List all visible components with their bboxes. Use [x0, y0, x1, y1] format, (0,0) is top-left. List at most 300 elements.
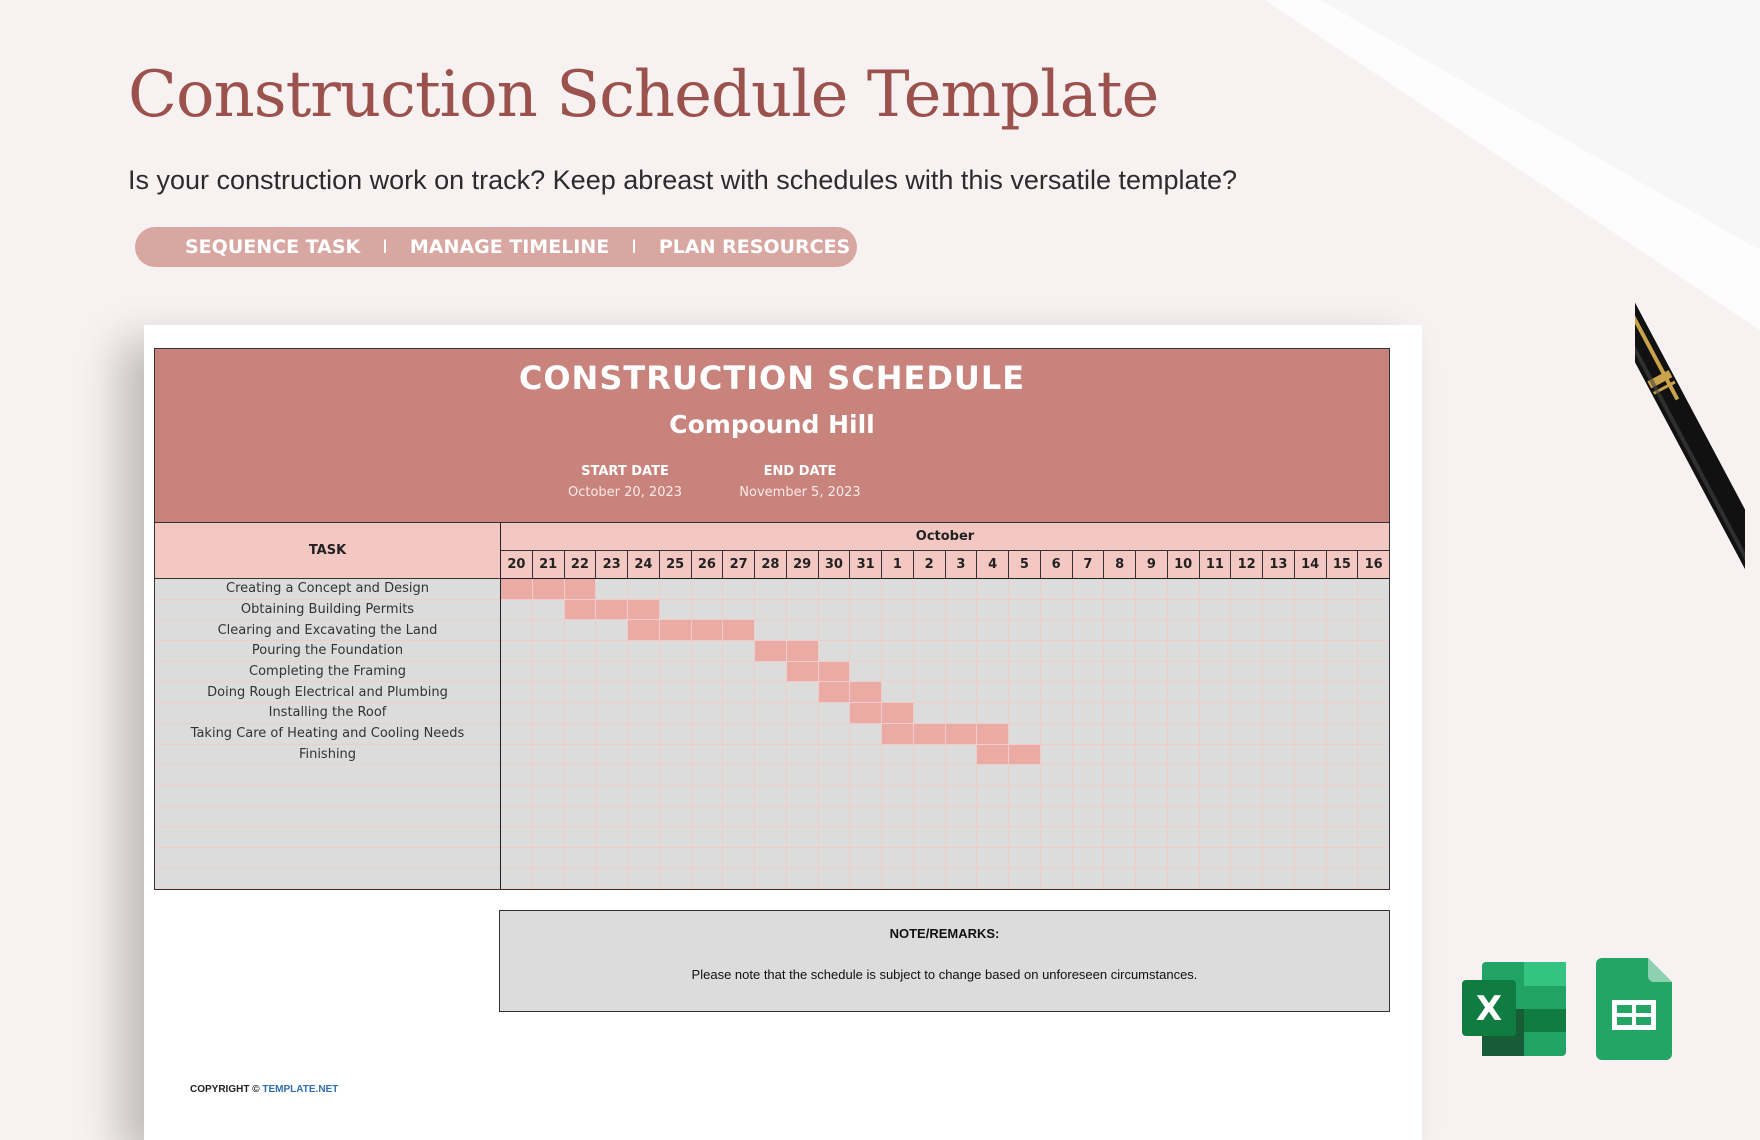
timeline-cell: [660, 745, 692, 765]
timeline-cell: [946, 620, 978, 640]
timeline-cell: [1327, 682, 1359, 702]
task-row: [155, 827, 500, 848]
timeline-cell: [1358, 682, 1389, 702]
month-header: October: [501, 523, 1389, 551]
task-row: Finishing: [155, 745, 500, 766]
day-header-cell: 23: [596, 551, 628, 578]
timeline-cell: [1327, 827, 1359, 847]
day-header-cell: 10: [1168, 551, 1200, 578]
day-header-cell: 26: [692, 551, 724, 578]
timeline-cell: [1358, 703, 1389, 723]
timeline-cell: [1327, 620, 1359, 640]
timeline-cell: [1327, 745, 1359, 765]
timeline-cell: [1073, 703, 1105, 723]
timeline-cell: [946, 579, 978, 599]
timeline-cell: [1200, 724, 1232, 744]
timeline-cell: [1327, 869, 1359, 889]
timeline-cell: [533, 807, 565, 827]
timeline-cell: [755, 682, 787, 702]
timeline-row: [501, 786, 1389, 807]
timeline-cell: [755, 724, 787, 744]
timeline-cell: [946, 848, 978, 868]
timeline-cell: [819, 807, 851, 827]
timeline-cell: [1327, 579, 1359, 599]
timeline-row: [501, 682, 1389, 703]
timeline-cell: [596, 765, 628, 785]
timeline-cell: [946, 662, 978, 682]
timeline-cell: [914, 869, 946, 889]
timeline-cell: [660, 848, 692, 868]
timeline-cell: [565, 807, 597, 827]
day-header-cell: 6: [1041, 551, 1073, 578]
timeline-cell: [1104, 827, 1136, 847]
timeline-cell: [1231, 765, 1263, 785]
timeline-cell: [819, 600, 851, 620]
timeline-cell: [1358, 807, 1389, 827]
timeline-cell: [1136, 641, 1168, 661]
tag-manage-timeline: MANAGE TIMELINE: [409, 236, 610, 258]
timeline-cell: [596, 807, 628, 827]
timeline-cell: [1073, 682, 1105, 702]
timeline-cell: [1104, 600, 1136, 620]
timeline-cell: [1104, 703, 1136, 723]
timeline-cell: [628, 682, 660, 702]
timeline-row: [501, 848, 1389, 869]
timeline-cell: [596, 579, 628, 599]
timeline-cell: [1136, 579, 1168, 599]
timeline-cell: [692, 724, 724, 744]
timeline-cell: [660, 724, 692, 744]
timeline-cell: [1327, 724, 1359, 744]
day-header-cell: 4: [977, 551, 1009, 578]
timeline-cell: [1136, 827, 1168, 847]
timeline-cell: [755, 745, 787, 765]
timeline-cell: [1073, 620, 1105, 640]
timeline-cell: [1295, 745, 1327, 765]
timeline-cell: [1200, 579, 1232, 599]
timeline-cell: [977, 807, 1009, 827]
timeline-cell: [628, 745, 660, 765]
timeline-cell: [1073, 765, 1105, 785]
page-title: Construction Schedule Template: [128, 58, 1159, 132]
timeline-cell: [660, 579, 692, 599]
gantt-bar-cell: [501, 579, 533, 599]
timeline-cell: [977, 786, 1009, 806]
timeline-cell: [1263, 641, 1295, 661]
timeline-cell: [1073, 662, 1105, 682]
timeline-cell: [882, 765, 914, 785]
day-header-cell: 24: [628, 551, 660, 578]
timeline-cell: [596, 662, 628, 682]
timeline-cell: [755, 600, 787, 620]
day-header-cell: 21: [533, 551, 565, 578]
day-header-cell: 14: [1295, 551, 1327, 578]
timeline-cell: [850, 662, 882, 682]
timeline-cell: [1009, 869, 1041, 889]
timeline-cell: [1263, 827, 1295, 847]
timeline-cell: [1263, 620, 1295, 640]
timeline-cell: [723, 662, 755, 682]
timeline-cell: [1073, 848, 1105, 868]
timeline-cell: [660, 641, 692, 661]
timeline-cell: [1009, 641, 1041, 661]
timeline-cell: [1231, 703, 1263, 723]
timeline-cell: [1168, 827, 1200, 847]
timeline-cell: [565, 641, 597, 661]
timeline-row: [501, 641, 1389, 662]
timeline-cell: [723, 641, 755, 661]
timeline-cell: [628, 765, 660, 785]
timeline-cell: [882, 848, 914, 868]
gantt-bar-cell: [850, 682, 882, 702]
timeline-cell: [914, 600, 946, 620]
template-preview: [144, 325, 1422, 1140]
timeline-cell: [628, 848, 660, 868]
timeline-cell: [1104, 869, 1136, 889]
timeline-cell: [787, 848, 819, 868]
timeline-cell: [1009, 807, 1041, 827]
timeline-cell: [1168, 641, 1200, 661]
timeline-cell: [946, 786, 978, 806]
timeline-cell: [787, 620, 819, 640]
timeline-cell: [850, 745, 882, 765]
timeline-cell: [1041, 600, 1073, 620]
timeline-cell: [565, 620, 597, 640]
timeline-cell: [1168, 620, 1200, 640]
timeline-cell: [533, 848, 565, 868]
timeline-row: [501, 765, 1389, 786]
timeline-cell: [1104, 682, 1136, 702]
timeline-cell: [1231, 641, 1263, 661]
timeline-cell: [565, 703, 597, 723]
timeline-cell: [533, 682, 565, 702]
timeline-cell: [787, 682, 819, 702]
timeline-cell: [819, 848, 851, 868]
timeline-cell: [977, 641, 1009, 661]
timeline-cell: [628, 703, 660, 723]
timeline-cell: [755, 765, 787, 785]
timeline-cell: [565, 724, 597, 744]
timeline-cell: [755, 579, 787, 599]
timeline-cell: [1168, 579, 1200, 599]
timeline-row: [501, 807, 1389, 828]
day-header-cell: 27: [723, 551, 755, 578]
timeline-row: [501, 869, 1389, 890]
timeline-cell: [977, 662, 1009, 682]
timeline-cell: [501, 827, 533, 847]
gantt-bar-cell: [565, 579, 597, 599]
timeline-cell: [1073, 641, 1105, 661]
timeline-cell: [1295, 869, 1327, 889]
timeline-cell: [1104, 807, 1136, 827]
day-header-cell: 15: [1327, 551, 1359, 578]
timeline-cell: [1041, 827, 1073, 847]
timeline-cell: [501, 641, 533, 661]
timeline-cell: [628, 724, 660, 744]
day-header-cell: 12: [1231, 551, 1263, 578]
timeline-cell: [628, 827, 660, 847]
timeline-cell: [850, 827, 882, 847]
timeline-cell: [1231, 662, 1263, 682]
timeline-cell: [596, 724, 628, 744]
timeline-cell: [1358, 724, 1389, 744]
timeline-cell: [628, 662, 660, 682]
timeline-cell: [1327, 765, 1359, 785]
timeline-cell: [882, 641, 914, 661]
gantt-bar-cell: [596, 600, 628, 620]
timeline-cell: [1104, 662, 1136, 682]
timeline-cell: [660, 662, 692, 682]
timeline-cell: [1041, 703, 1073, 723]
timeline-cell: [723, 848, 755, 868]
day-header-cell: 2: [914, 551, 946, 578]
task-header: TASK: [155, 523, 500, 579]
timeline-cell: [628, 786, 660, 806]
timeline-cell: [850, 765, 882, 785]
timeline-cell: [946, 600, 978, 620]
timeline-cell: [914, 620, 946, 640]
timeline-cell: [914, 848, 946, 868]
timeline-cell: [1073, 579, 1105, 599]
timeline-cell: [914, 641, 946, 661]
timeline-cell: [1263, 662, 1295, 682]
task-row: Pouring the Foundation: [155, 641, 500, 662]
timeline-cell: [1009, 827, 1041, 847]
timeline-cell: [819, 869, 851, 889]
timeline-cell: [1231, 579, 1263, 599]
timeline-cell: [1295, 703, 1327, 723]
timeline-cell: [565, 682, 597, 702]
task-row: Completing the Framing: [155, 662, 500, 683]
timeline-row: [501, 662, 1389, 683]
timeline-cell: [1358, 786, 1389, 806]
pen-image: [1635, 288, 1745, 588]
timeline-cell: [1168, 662, 1200, 682]
timeline-cell: [1041, 786, 1073, 806]
timeline-cell: [565, 869, 597, 889]
task-row: Installing the Roof: [155, 703, 500, 724]
timeline-cell: [1358, 579, 1389, 599]
timeline-cell: [755, 786, 787, 806]
day-header-cell: 3: [946, 551, 978, 578]
day-header-cell: 20: [501, 551, 533, 578]
timeline-row: [501, 600, 1389, 621]
timeline-cell: [692, 745, 724, 765]
end-date-value: November 5, 2023: [739, 485, 861, 500]
copyright-brand-link[interactable]: TEMPLATE.NET: [262, 1084, 339, 1095]
timeline-cell: [1041, 869, 1073, 889]
timeline-cell: [914, 827, 946, 847]
timeline-cell: [533, 786, 565, 806]
task-row: Clearing and Excavating the Land: [155, 620, 500, 641]
timeline-cell: [1327, 807, 1359, 827]
timeline-cell: [1168, 745, 1200, 765]
google-sheets-icon: [1596, 958, 1672, 1060]
timeline-cell: [1295, 848, 1327, 868]
gantt-bar-cell: [660, 620, 692, 640]
tag-separator: I: [382, 236, 388, 258]
timeline-cell: [819, 765, 851, 785]
timeline-cell: [1358, 745, 1389, 765]
timeline-cell: [1041, 641, 1073, 661]
timeline-cell: [1009, 600, 1041, 620]
timeline-cell: [1136, 724, 1168, 744]
tag-plan-resources: PLAN RESOURCES: [658, 236, 851, 258]
timeline-cell: [1295, 620, 1327, 640]
timeline-cell: [1009, 765, 1041, 785]
timeline-cell: [1263, 765, 1295, 785]
timeline-cell: [1009, 662, 1041, 682]
timeline-cell: [723, 869, 755, 889]
timeline-cell: [1168, 765, 1200, 785]
timeline-cell: [628, 579, 660, 599]
timeline-row: [501, 703, 1389, 724]
timeline-cell: [1358, 600, 1389, 620]
timeline-cell: [882, 620, 914, 640]
timeline-cell: [914, 786, 946, 806]
timeline-cell: [1358, 765, 1389, 785]
timeline-cell: [1168, 682, 1200, 702]
timeline-cell: [501, 662, 533, 682]
start-date-label: START DATE: [581, 464, 669, 479]
timeline-cell: [596, 786, 628, 806]
timeline-cell: [946, 745, 978, 765]
timeline-cell: [850, 641, 882, 661]
timeline-cell: [819, 786, 851, 806]
timeline-cell: [1263, 600, 1295, 620]
schedule-header: [154, 348, 1390, 523]
timeline-cell: [850, 869, 882, 889]
timeline-cell: [1136, 600, 1168, 620]
timeline-cell: [628, 869, 660, 889]
timeline-cell: [596, 745, 628, 765]
copyright: [190, 1084, 338, 1095]
timeline-cell: [565, 745, 597, 765]
timeline-cell: [1358, 641, 1389, 661]
timeline-cell: [1073, 745, 1105, 765]
gantt-bar-cell: [692, 620, 724, 640]
timeline-cell: [787, 703, 819, 723]
timeline-cell: [692, 703, 724, 723]
timeline-row: [501, 745, 1389, 766]
task-row: [155, 807, 500, 828]
timeline-cell: [1009, 579, 1041, 599]
timeline-cell: [755, 869, 787, 889]
timeline-cell: [1104, 724, 1136, 744]
timeline-cell: [1041, 682, 1073, 702]
timeline-cell: [819, 745, 851, 765]
timeline-cell: [1136, 786, 1168, 806]
timeline-cell: [501, 703, 533, 723]
timeline-cell: [1231, 745, 1263, 765]
excel-letter: X: [1475, 989, 1503, 1029]
timeline-cell: [1136, 848, 1168, 868]
timeline-cell: [914, 703, 946, 723]
gantt-bar-cell: [628, 600, 660, 620]
gantt-bar-cell: [914, 724, 946, 744]
timeline-cell: [596, 827, 628, 847]
timeline-cell: [1104, 786, 1136, 806]
gantt-bar-cell: [882, 724, 914, 744]
task-row: Creating a Concept and Design: [155, 579, 500, 600]
timeline-cell: [755, 620, 787, 640]
timeline-cell: [882, 662, 914, 682]
day-header-cell: 5: [1009, 551, 1041, 578]
timeline-cell: [787, 807, 819, 827]
timeline-cell: [692, 765, 724, 785]
timeline-cell: [692, 682, 724, 702]
timeline-cell: [977, 682, 1009, 702]
timeline-cell: [692, 579, 724, 599]
timeline-cell: [914, 682, 946, 702]
timeline-cell: [533, 869, 565, 889]
timeline-cell: [1136, 662, 1168, 682]
tag-sequence-task: SEQUENCE TASK: [185, 236, 361, 258]
timeline-cell: [1200, 641, 1232, 661]
timeline-cell: [977, 703, 1009, 723]
timeline-cell: [1200, 662, 1232, 682]
timeline-cell: [660, 827, 692, 847]
timeline-cell: [946, 827, 978, 847]
timeline-cell: [1231, 600, 1263, 620]
day-header-cell: 28: [755, 551, 787, 578]
timeline-cell: [1200, 869, 1232, 889]
timeline-cell: [977, 579, 1009, 599]
timeline-cell: [1295, 682, 1327, 702]
timeline-cell: [533, 703, 565, 723]
timeline-cell: [850, 600, 882, 620]
timeline-cell: [596, 848, 628, 868]
timeline-cell: [819, 579, 851, 599]
timeline-cell: [533, 827, 565, 847]
timeline-cell: [1041, 807, 1073, 827]
timeline-cell: [565, 786, 597, 806]
day-header-cell: 8: [1104, 551, 1136, 578]
timeline-cell: [1136, 620, 1168, 640]
timeline-cell: [914, 745, 946, 765]
feature-tags: [135, 227, 857, 267]
day-header-cell: 9: [1136, 551, 1168, 578]
timeline-cell: [501, 848, 533, 868]
timeline-cell: [1295, 786, 1327, 806]
timeline-cell: [755, 807, 787, 827]
timeline-cell: [1073, 807, 1105, 827]
gantt-bar-cell: [977, 724, 1009, 744]
gantt-bar-cell: [819, 682, 851, 702]
timeline-cell: [565, 848, 597, 868]
timeline-cell: [787, 869, 819, 889]
timeline-cell: [1295, 807, 1327, 827]
timeline-cell: [692, 869, 724, 889]
timeline-cell: [977, 620, 1009, 640]
timeline-cell: [1295, 827, 1327, 847]
timeline-cell: [660, 765, 692, 785]
timeline-cell: [723, 600, 755, 620]
timeline-cell: [1104, 641, 1136, 661]
timeline-row: [501, 620, 1389, 641]
timeline-cell: [1041, 620, 1073, 640]
timeline-cell: [755, 703, 787, 723]
timeline-cell: [850, 620, 882, 640]
task-row: [155, 765, 500, 786]
timeline-cell: [1231, 848, 1263, 868]
timeline-cell: [1358, 827, 1389, 847]
timeline-cell: [723, 745, 755, 765]
timeline-cell: [1295, 641, 1327, 661]
timeline-cell: [596, 703, 628, 723]
timeline-cell: [946, 807, 978, 827]
timeline-cell: [1136, 869, 1168, 889]
